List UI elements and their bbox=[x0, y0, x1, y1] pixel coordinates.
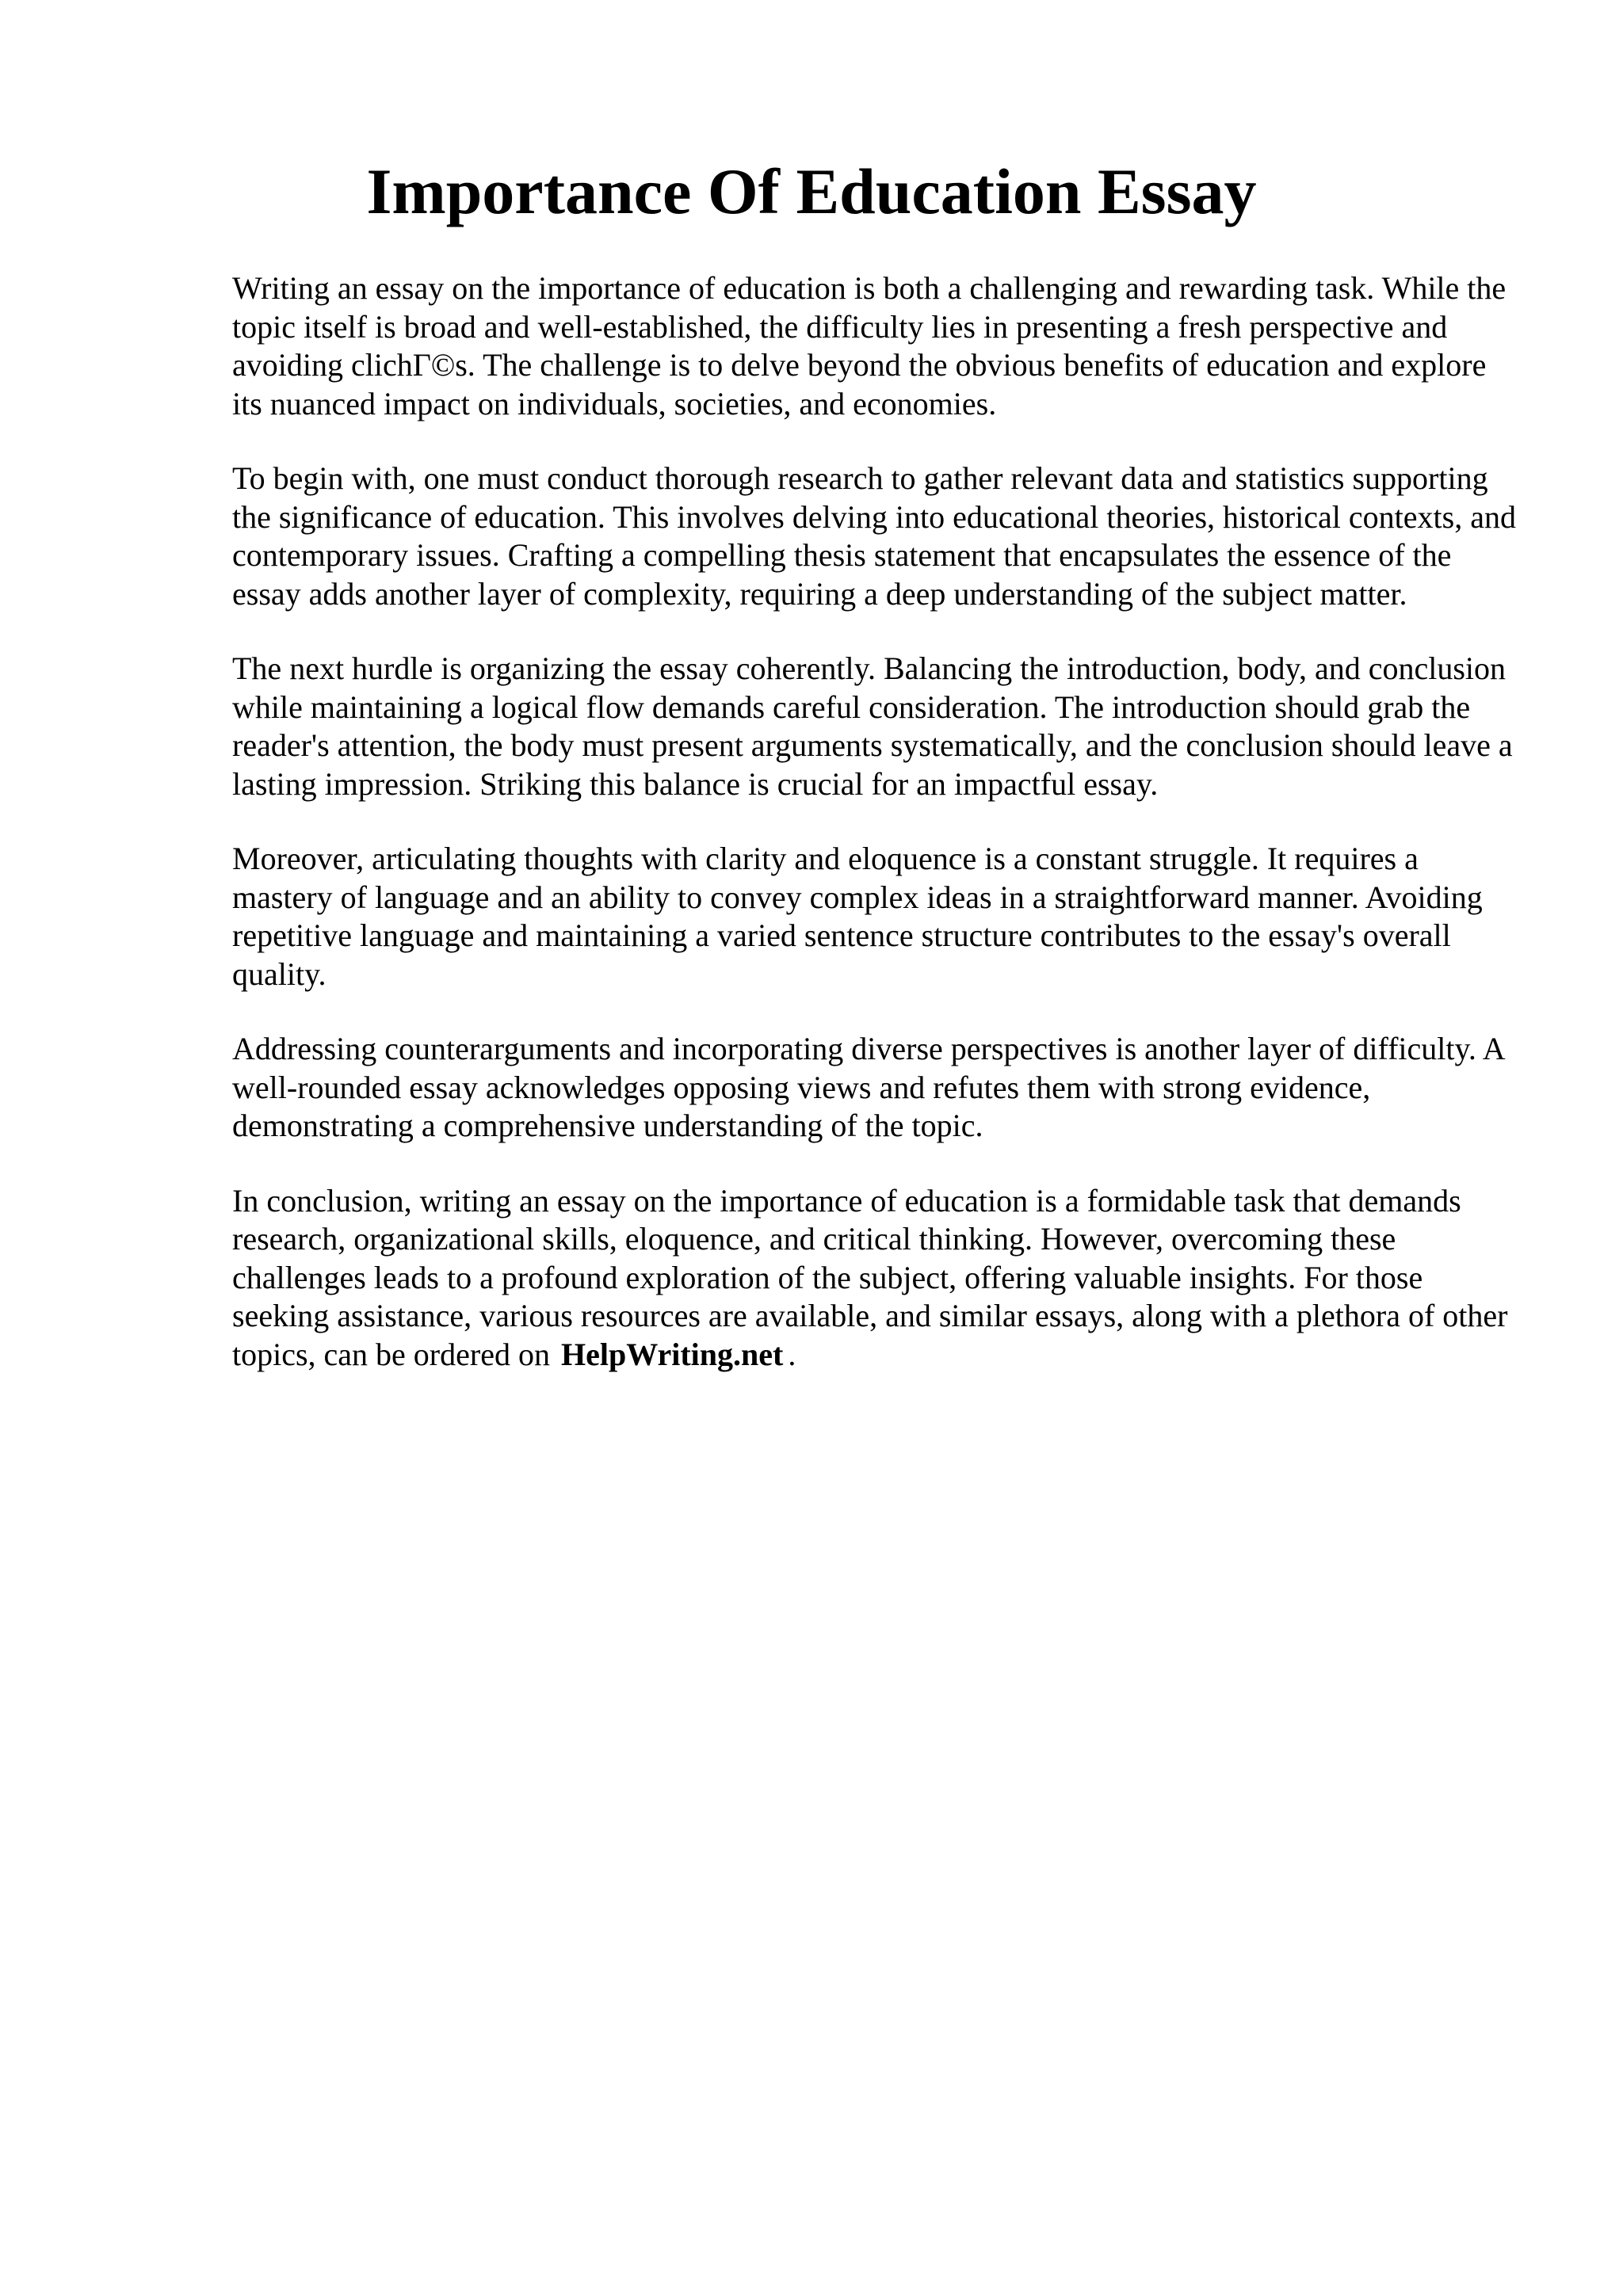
helpwriting-link[interactable]: HelpWriting.net bbox=[560, 1336, 784, 1372]
paragraph-research: To begin with, one must conduct thorough research to gather relevant data and statistics supporting the significance of education. This involves delving into educational theories, historical contexts, and contemporary issues. Crafting a compelling thesis statement that encapsulates the essence of the essay adds another layer of complexity, requiring a deep understanding of the subject matter. bbox=[232, 460, 1516, 612]
paragraph-clarity: Moreover, articulating thoughts with clarity and eloquence is a constant struggle. It requires a mastery of language and an ability to convey complex ideas in a straightforward manner. Avoiding repetitive language and maintaining a varied sentence structure contributes to the essay's overall quality. bbox=[232, 841, 1483, 992]
conclusion-text: In conclusion, writing an essay on the importance of education is a formidable task that demands research, organizational skills, eloquence, and critical thinking. However, overcoming these challenges leads to a profound exploration of the subject, offering valuable insights. For those seeking assistance, various resources are available, and similar essays, along with a plethora of other topics, can be ordered on bbox=[232, 1182, 1508, 1372]
paragraph-organization: The next hurdle is organizing the essay coherently. Balancing the introduction, body, and conclusion while maintaining a logical flow demands careful consideration. The introduction should grab the reader's attention, the body must present arguments systematically, and the conclusion should leave a lasting impression. Striking this balance is crucial for an impactful essay. bbox=[232, 650, 1513, 802]
paragraph-counterarguments: Addressing counterarguments and incorporating diverse perspectives is another layer of difficulty. A well-rounded essay acknowledges opposing views and refutes them with strong evidence, demonstrating a comprehensive understanding of the topic. bbox=[232, 1031, 1504, 1143]
essay-body bbox=[232, 269, 1520, 1410]
conclusion-end-punct: . bbox=[788, 1336, 796, 1372]
essay-title: Importance Of Education Essay bbox=[366, 155, 1257, 227]
paragraph-conclusion bbox=[232, 1182, 1520, 1375]
paragraph-intro: Writing an essay on the importance of education is both a challenging and rewarding task. While the topic itself is broad and well-established, the difficulty lies in presenting a fresh perspective and avoiding clichГ©s. The challenge is to delve beyond the obvious benefits of education and explore its nuanced impact on individuals, societies, and economies. bbox=[232, 270, 1507, 421]
